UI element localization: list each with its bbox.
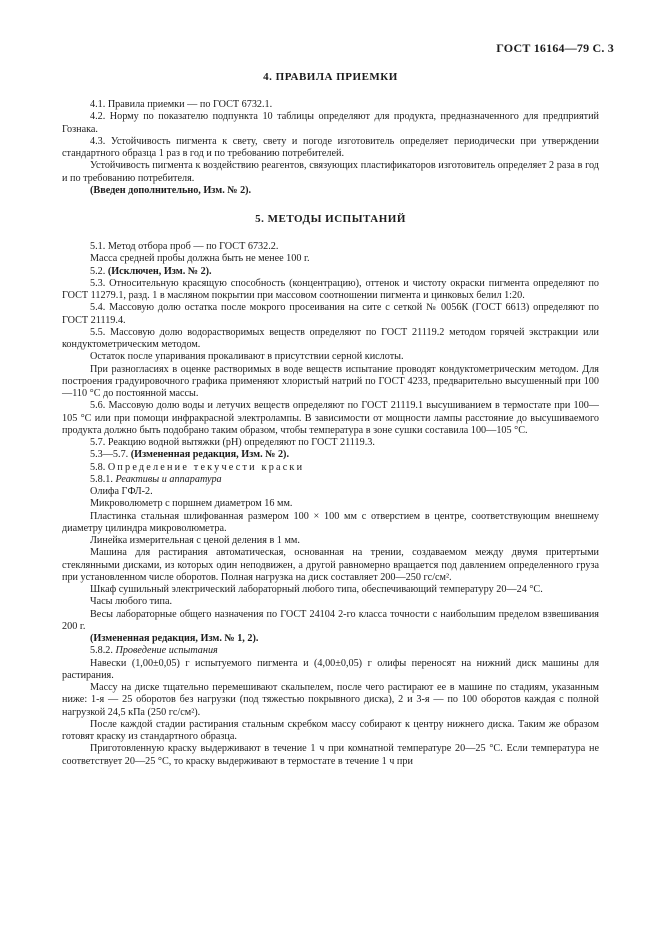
item-plate: Пластинка стальная шлифованная размером 100 × 100 мм с отверстием в центре, соответствующим внешнему диаметру цилиндра микроволюметра. [62, 510, 599, 534]
paragraph-5-1: 5.1. Метод отбора проб — по ГОСТ 6732.2. [90, 241, 279, 252]
clause-number: 5.8.2. [90, 645, 116, 657]
item-olifa: Олифа ГФЛ-2. [90, 486, 153, 497]
item-grinding-machine: Машина для растирания автоматическая, основанная на трении, создаваемом между двумя притертыми стеклянными дисками, из которых один неподвижен, а другой равномерно вращается под давлением определенного груза при установленном числе оборотов. Полная нагрузка на диск составляет 200—250 гс/см². [62, 547, 599, 583]
item-microvolumeter: Микроволюметр с поршнем диаметром 16 мм. [90, 498, 293, 510]
clause-number: 5.8.1. [90, 473, 116, 485]
section-5-title: 5. МЕТОДЫ ИСПЫТАНИЙ [255, 213, 406, 225]
clause-number: 5.2. [90, 265, 108, 277]
item-clock: Часы любого типа. [90, 596, 173, 608]
paragraph-5-8-2 [62, 645, 599, 657]
paragraph-5-2 [62, 266, 599, 278]
paragraph-5-5-residue: Остаток после упаривания прокаливают в присутствии серной кислоты. [90, 351, 404, 363]
paragraph-4-2: 4.2. Норму по показателю подпункта 10 таблицы определяют для продукта, предназначенного для предприятий Гознака. [62, 111, 599, 135]
amendment-note: (Введен дополнительно, Изм. № 2). [90, 184, 252, 196]
document-body [62, 70, 599, 768]
paragraph-grinding-stages: Массу на диске тщательно перемешивают скальпелем, после чего растирают ее в машине по стадиям, указанным ниже: 1-я — 25 оборотов без нагрузки (под тяжестью покрывного диска), 2 и 3-я — по 100 оборотов каждая с полной нагрузкой 24,5 кПа (250 гс/см²). [62, 682, 599, 718]
paragraph-5-6: 5.6. Массовую долю воды и летучих веществ определяют по ГОСТ 21119.1 высушиванием в термостате при 100—105 °С или при помощи инфракрасной электролампы. В зависимости от мощности лампы расстояние до высушиваемого продукта должно быть подобрано таким образом, чтобы температура в зоне сушки составила 100—105 °С. [62, 400, 599, 436]
amendment-note: (Исключен, Изм. № 2). [107, 265, 212, 277]
paragraph-5-5-dispute: При разногласиях в оценке растворимых в воде веществ испытание проводят кондуктометрическим методом. Для построения градуировочного графика применяют хлористый натрий по ГОСТ 4233, предварительно высушенный при 100—110 °С до постоянной массы. [62, 363, 599, 399]
paragraph-4-1: 4.1. Правила приемки — по ГОСТ 6732.1. [90, 99, 273, 110]
clause-title: Определение текучести краски [107, 461, 305, 473]
paragraph-5-1-mass: Масса средней пробы должна быть не менее 100 г. [90, 253, 310, 265]
paragraph-5-3: 5.3. Относительную красящую способность (концентрацию), оттенок и чистоту окраски пигмента определяют по ГОСТ 11279.1, разд. 1 в масляном покрытии при массовом соотношении пигмента и цинковых белил 1:20. [62, 277, 599, 301]
clause-number: 5.3—5.7. [90, 449, 131, 461]
paragraph-weighing: Навески (1,00±0,05) г испытуемого пигмента и (4,00±0,05) г олифы переносят на нижний диск машины для растирания. [62, 657, 599, 681]
paragraph-4-3-reagents: Устойчивость пигмента к воздействию реагентов, связующих пластификаторов изготовитель определяет 2 раза в год и по требованию потребителя. [62, 160, 599, 184]
paragraph-collecting: После каждой стадии растирания стальным скребком массу собирают к центру нижнего диска. Таким же образом готовят краску из стандартного образца. [62, 718, 599, 742]
paragraph-5-8 [62, 462, 599, 474]
section-4-title: 4. ПРАВИЛА ПРИЕМКИ [263, 71, 398, 83]
paragraph-5-3-5-7-note [62, 449, 599, 461]
page-header: ГОСТ 16164—79 С. 3 [496, 41, 614, 55]
item-scales: Весы лабораторные общего назначения по ГОСТ 24104 2-го класса точности с наибольшим пределом взвешивания 200 г. [62, 608, 599, 632]
paragraph-5-5: 5.5. Массовую долю водорастворимых веществ определяют по ГОСТ 21119.2 методом горячей экстракции или кондуктометрическим методом. [62, 326, 599, 350]
paragraph-5-8-1 [62, 474, 599, 486]
paragraph-5-7: 5.7. Реакцию водной вытяжки (pH) определяют по ГОСТ 21119.3. [90, 437, 375, 448]
clause-title: Проведение испытания [115, 645, 218, 657]
item-ruler: Линейка измерительная с ценой деления в 1 мм. [90, 535, 300, 546]
paragraph-5-4: 5.4. Массовую долю остатка после мокрого просеивания на сите с сеткой № 0056К (ГОСТ 6613) определяют по ГОСТ 21119.4. [62, 302, 599, 326]
paragraph-holding: Приготовленную краску выдерживают в течение 1 ч при комнатной температуре 20—25 °С. Если температура не соответствует 20—25 °С, то краску выдерживают в термостате в течение 1 ч при [62, 743, 599, 767]
paragraph-4-3: 4.3. Устойчивость пигмента к свету, свету и погоде изготовитель определяет периодически при утверждении стандартного образца 1 раз в год и по требованию потребителей. [62, 135, 599, 159]
amendment-note: (Измененная редакция, Изм. № 2). [130, 449, 289, 461]
item-drying-oven: Шкаф сушильный электрический лабораторный любого типа, обеспечивающий температуру 20—24 °С. [90, 584, 543, 595]
amendment-note: (Измененная редакция, Изм. № 1, 2). [90, 633, 259, 644]
clause-title: Реактивы и аппаратура [115, 473, 222, 485]
clause-number: 5.8. [90, 461, 108, 473]
